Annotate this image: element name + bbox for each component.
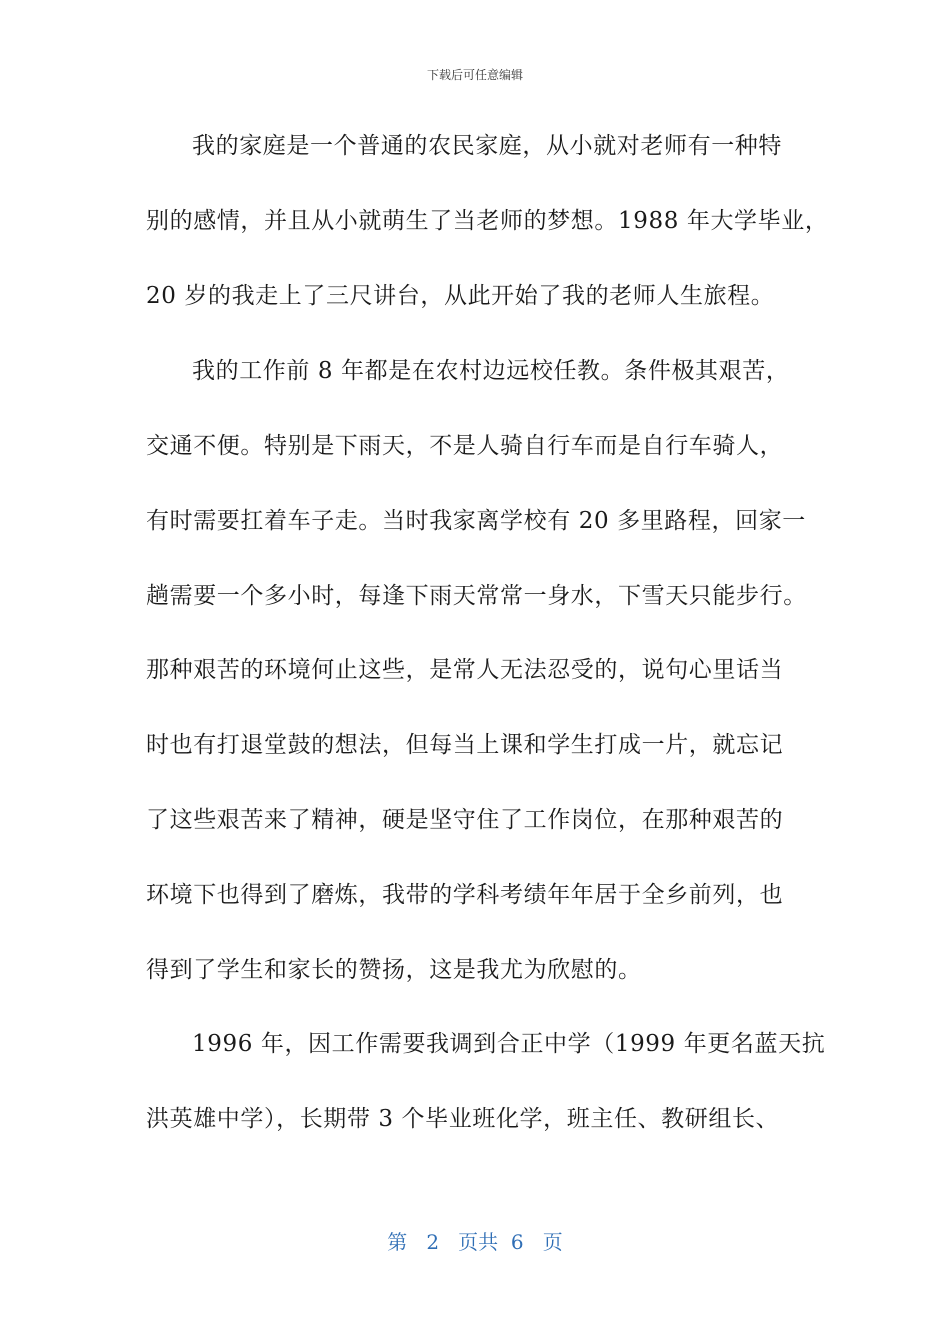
page-footer-total: 6 <box>510 1230 524 1254</box>
text-line: 时也有打退堂鼓的想法，但每当上课和学生打成一片，就忘记 <box>146 732 784 758</box>
page-footer-middle: 页共 <box>458 1230 499 1254</box>
page-footer <box>0 1226 950 1255</box>
text-line: 得到了学生和家长的赞扬，这是我尤为欣慰的。 <box>146 957 642 983</box>
page-footer-prefix: 第 <box>387 1230 408 1254</box>
text-line: 1996 年，因工作需要我调到合正中学（1999 年更名蓝天抗 <box>192 1031 826 1057</box>
header-note: 下载后可任意编辑 <box>426 68 523 82</box>
text-line: 趟需要一个多小时，每逢下雨天常常一身水，下雪天只能步行。 <box>146 583 807 609</box>
text-line: 我的工作前 8 年都是在农村边远校任教。条件极其艰苦， <box>192 358 790 384</box>
text-line: 环境下也得到了磨炼，我带的学科考绩年年居于全乡前列，也 <box>146 882 784 908</box>
page-footer-suffix: 页 <box>542 1230 563 1254</box>
text-line: 我的家庭是一个普通的农民家庭，从小就对老师有一种特 <box>192 133 782 159</box>
text-line: 交通不便。特别是下雨天，不是人骑自行车而是自行车骑人， <box>146 433 784 459</box>
text-line: 了这些艰苦来了精神，硬是坚守住了工作岗位，在那种艰苦的 <box>146 807 784 833</box>
text-line: 洪英雄中学），长期带 3 个毕业班化学，班主任、教研组长、 <box>146 1106 780 1132</box>
text-line: 别的感情，并且从小就萌生了当老师的梦想。1988 年大学毕业， <box>146 208 829 234</box>
text-line: 有时需要扛着车子走。当时我家离学校有 20 多里路程，回家一 <box>146 508 806 534</box>
page-footer-current: 2 <box>426 1230 440 1254</box>
text-line: 20 岁的我走上了三尺讲台，从此开始了我的老师人生旅程。 <box>146 283 775 309</box>
text-line: 那种艰苦的环境何止这些，是常人无法忍受的，说句心里话当 <box>146 657 784 683</box>
